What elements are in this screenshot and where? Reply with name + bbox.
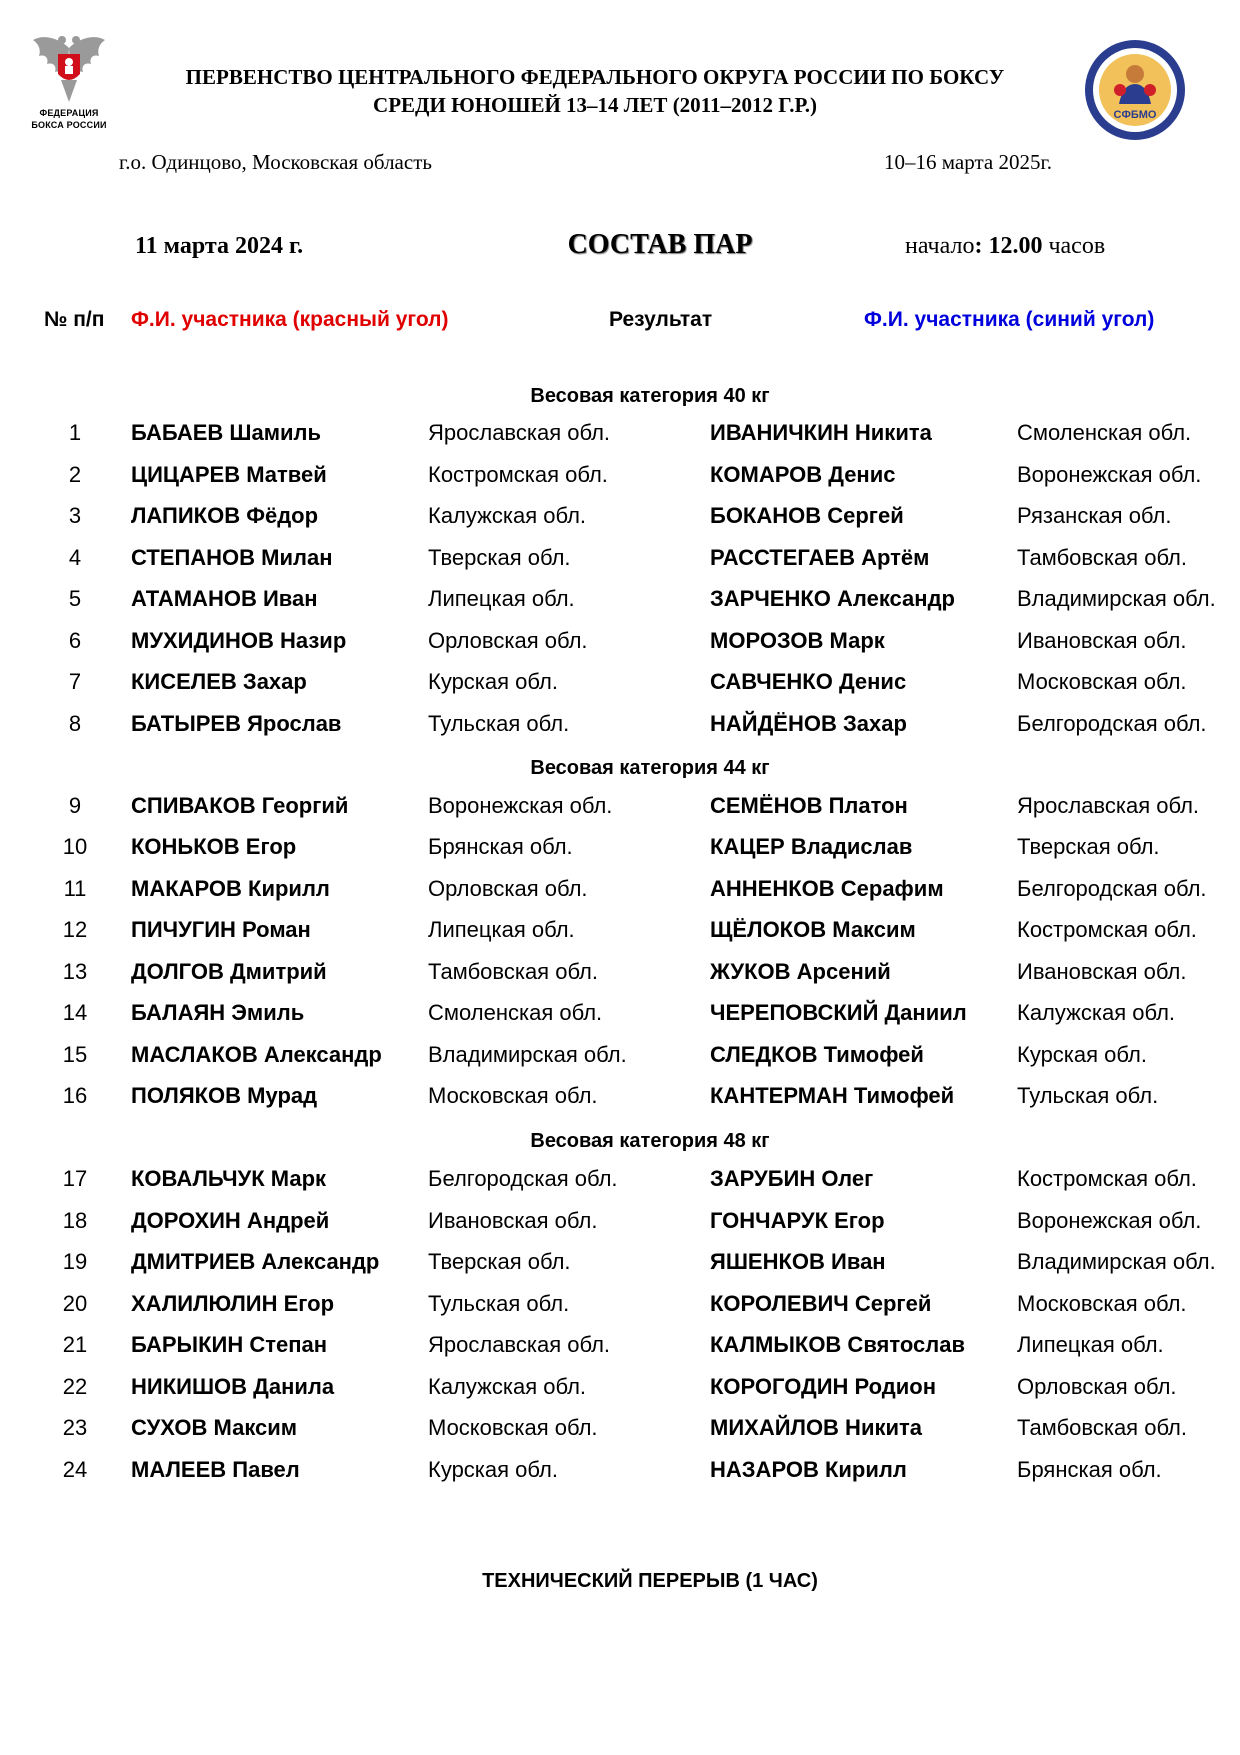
blue-corner-name: КАЦЕР Владислав [710,834,913,859]
blue-corner-region: Орловская обл. [1017,1374,1177,1399]
bout-number: 6 [68,628,82,653]
blue-corner-region: Смоленская обл. [1017,420,1192,445]
red-corner-region: Владимирская обл. [428,1042,627,1067]
red-corner-name: КОНЬКОВ Егор [131,834,297,859]
bout-number: 18 [62,1208,88,1233]
logo-caption-line1: ФЕДЕРАЦИЯ [39,108,99,118]
blue-corner-name: ГОНЧАРУК Егор [710,1208,885,1233]
blue-corner-region: Воронежская обл. [1017,462,1202,487]
technical-break-note: ТЕХНИЧЕСКИЙ ПЕРЕРЫВ (1 ЧАС) [482,1570,818,1592]
bout-day: 11 марта 2024 г. [135,233,304,259]
bout-number: 7 [68,669,82,694]
bout-row [0,1249,1240,1291]
blue-corner-region: Калужская обл. [1017,1000,1176,1025]
start-time [905,233,1105,260]
red-corner-name: ПИЧУГИН Роман [131,917,311,942]
boxing-federation-logo [28,28,110,130]
blue-corner-name: ЯШЕНКОВ Иван [710,1249,886,1274]
bout-number: 11 [63,876,87,901]
red-corner-region: Курская обл. [428,1457,558,1482]
bout-row [0,917,1240,959]
blue-corner-name: СЕМЁНОВ Платон [710,793,908,818]
blue-corner-region: Воронежская обл. [1017,1208,1202,1233]
blue-corner-name: АННЕНКОВ Серафим [710,876,944,901]
red-corner-name: БАЛАЯН Эмиль [131,1000,305,1025]
bout-number: 12 [62,917,88,942]
bout-row [0,1374,1240,1416]
bout-row [0,876,1240,918]
bout-row [0,959,1240,1001]
blue-corner-region: Рязанская обл. [1017,503,1172,528]
blue-corner-region: Тверская обл. [1017,834,1160,859]
blue-corner-name: ЩЁЛОКОВ Максим [710,917,916,942]
red-corner-region: Тульская обл. [428,1291,570,1316]
red-corner-name: МАСЛАКОВ Александр [131,1042,382,1067]
blue-corner-region: Московская обл. [1017,669,1187,694]
blue-corner-region: Белгородская обл. [1017,876,1207,901]
bout-row [0,1000,1240,1042]
bout-number: 15 [62,1042,88,1067]
blue-corner-region: Тульская обл. [1017,1083,1159,1108]
red-corner-region: Костромская обл. [428,462,608,487]
red-corner-region: Воронежская обл. [428,793,613,818]
blue-corner-name: ЗАРУБИН Олег [710,1166,874,1191]
blue-corner-name: САВЧЕНКО Денис [710,669,907,694]
blue-corner-region: Тамбовская обл. [1017,545,1188,570]
bout-number: 9 [68,793,82,818]
bout-number: 13 [62,959,88,984]
red-corner-name: БАРЫКИН Степан [131,1332,328,1357]
double-headed-eagle-icon [29,28,109,106]
bout-row [0,1415,1240,1457]
blue-corner-region: Костромская обл. [1017,1166,1197,1191]
bout-number: 8 [68,711,82,736]
weight-category-title: Весовая категория 44 кг [530,757,770,779]
red-corner-name: СТЕПАНОВ Милан [131,545,333,570]
red-corner-region: Липецкая обл. [428,586,575,611]
red-corner-name: ЛАПИКОВ Фёдор [131,503,319,528]
sfbmo-logo [1083,38,1187,142]
blue-corner-region: Брянская обл. [1017,1457,1162,1482]
bout-number: 22 [62,1374,88,1399]
blue-corner-name: СЛЕДКОВ Тимофей [710,1042,924,1067]
sfbmo-label: СФБМО [1113,109,1157,121]
blue-corner-region: Московская обл. [1017,1291,1187,1316]
blue-corner-region: Ивановская обл. [1017,959,1187,984]
blue-corner-name: МИХАЙЛОВ Никита [710,1415,923,1440]
red-corner-region: Тульская обл. [428,711,570,736]
blue-corner-region: Курская обл. [1017,1042,1147,1067]
start-time-value: : 12.00 [974,233,1043,259]
red-corner-name: ДМИТРИЕВ Александр [131,1249,380,1274]
bout-row [0,462,1240,504]
bout-number: 16 [62,1083,88,1108]
blue-corner-name: КАНТЕРМАН Тимофей [710,1083,955,1108]
bout-number: 23 [62,1415,88,1440]
blue-corner-name: БОКАНОВ Сергей [710,503,904,528]
column-header-result: Результат [609,308,713,331]
bout-row [0,503,1240,545]
blue-corner-name: ИВАНИЧКИН Никита [710,420,932,445]
bout-row [0,1083,1240,1125]
red-corner-region: Ивановская обл. [428,1208,598,1233]
blue-corner-name: МОРОЗОВ Марк [710,628,885,653]
bout-row [0,1166,1240,1208]
start-label: начало [905,233,975,259]
sfbmo-emblem-icon [1083,38,1187,142]
event-title-line2: СРЕДИ ЮНОШЕЙ 13–14 ЛЕТ (2011–2012 Г.Р.) [373,93,817,117]
blue-corner-region: Ярославская обл. [1017,793,1200,818]
bout-number: 5 [68,586,82,611]
red-corner-name: МАЛЕЕВ Павел [131,1457,300,1482]
blue-corner-region: Белгородская обл. [1017,711,1207,736]
blue-corner-name: ЧЕРЕПОВСКИЙ Даниил [710,1000,967,1025]
logo-caption-line2: БОКСА РОССИИ [31,120,107,130]
bout-row [0,628,1240,670]
bout-number: 2 [68,462,82,487]
red-corner-name: АТАМАНОВ Иван [131,586,318,611]
blue-corner-name: КОРОЛЕВИЧ Сергей [710,1291,932,1316]
red-corner-name: ХАЛИЛЮЛИН Егор [131,1291,335,1316]
bout-number: 24 [62,1457,88,1482]
start-unit: часов [1048,233,1106,259]
bout-number: 4 [68,545,82,570]
weight-category-title: Весовая категория 40 кг [530,385,770,407]
bout-number: 3 [68,503,82,528]
red-corner-region: Смоленская обл. [428,1000,603,1025]
red-corner-region: Калужская обл. [428,503,587,528]
red-corner-region: Московская обл. [428,1415,598,1440]
red-corner-region: Белгородская обл. [428,1166,618,1191]
bout-row [0,420,1240,462]
red-corner-region: Орловская обл. [428,876,588,901]
blue-corner-name: КОРОГОДИН Родион [710,1374,937,1399]
column-header-red-corner: Ф.И. участника (красный угол) [131,308,449,331]
red-corner-name: КОВАЛЬЧУК Марк [131,1166,327,1191]
red-corner-region: Московская обл. [428,1083,598,1108]
bout-number: 14 [62,1000,88,1025]
bout-row [0,1457,1240,1499]
blue-corner-name: НАЗАРОВ Кирилл [710,1457,907,1482]
red-corner-region: Тверская обл. [428,1249,571,1274]
blue-corner-region: Ивановская обл. [1017,628,1187,653]
blue-corner-name: НАЙДЁНОВ Захар [710,711,907,736]
bout-row [0,1042,1240,1084]
red-corner-region: Брянская обл. [428,834,573,859]
bout-row [0,793,1240,835]
red-corner-region: Ярославская обл. [428,420,611,445]
red-corner-region: Орловская обл. [428,628,588,653]
blue-corner-name: КАЛМЫКОВ Святослав [710,1332,965,1357]
bout-row [0,834,1240,876]
bout-row [0,711,1240,753]
red-corner-region: Ярославская обл. [428,1332,611,1357]
bout-number: 17 [62,1166,88,1191]
red-corner-region: Калужская обл. [428,1374,587,1399]
blue-corner-name: РАССТЕГАЕВ Артём [710,545,930,570]
red-corner-name: СПИВАКОВ Георгий [131,793,349,818]
red-corner-name: БАТЫРЕВ Ярослав [131,711,342,736]
red-corner-region: Тамбовская обл. [428,959,599,984]
red-corner-name: СУХОВ Максим [131,1415,298,1440]
red-corner-region: Тверская обл. [428,545,571,570]
blue-corner-region: Владимирская обл. [1017,586,1216,611]
blue-corner-region: Липецкая обл. [1017,1332,1164,1357]
blue-corner-name: КОМАРОВ Денис [710,462,896,487]
red-corner-name: БАБАЕВ Шамиль [131,420,322,445]
bout-number: 1 [68,420,82,445]
red-corner-name: КИСЕЛЕВ Захар [131,669,307,694]
red-corner-region: Курская обл. [428,669,558,694]
bout-row [0,669,1240,711]
red-corner-region: Липецкая обл. [428,917,575,942]
bout-row [0,1208,1240,1250]
bout-row [0,586,1240,628]
page-title: СОСТАВ ПАР [567,229,753,260]
red-corner-name: МАКАРОВ Кирилл [131,876,330,901]
event-title-line1: ПЕРВЕНСТВО ЦЕНТРАЛЬНОГО ФЕДЕРАЛЬНОГО ОКРУГА РОССИИ ПО БОКСУ [185,65,1005,89]
bout-row [0,545,1240,587]
bout-number: 20 [62,1291,88,1316]
column-header-number: № п/п [44,308,105,331]
red-corner-name: НИКИШОВ Данила [131,1374,335,1399]
bout-number: 19 [62,1249,88,1274]
red-corner-name: ПОЛЯКОВ Мурад [131,1083,318,1108]
blue-corner-name: ЖУКОВ Арсений [710,959,891,984]
blue-corner-name: ЗАРЧЕНКО Александр [710,586,955,611]
bout-row [0,1332,1240,1374]
column-header-blue-corner: Ф.И. участника (синий угол) [864,308,1155,331]
red-corner-name: МУХИДИНОВ Назир [131,628,347,653]
venue: г.о. Одинцово, Московская область [119,150,432,174]
weight-category-title: Весовая категория 48 кг [530,1130,770,1152]
red-corner-name: ДОЛГОВ Дмитрий [131,959,327,984]
red-corner-name: ЦИЦАРЕВ Матвей [131,462,327,487]
red-corner-name: ДОРОХИН Андрей [131,1208,330,1233]
event-dates: 10–16 марта 2025г. [884,150,1052,174]
bout-number: 10 [62,834,88,859]
bout-row [0,1291,1240,1333]
bout-number: 21 [62,1332,88,1357]
blue-corner-region: Владимирская обл. [1017,1249,1216,1274]
blue-corner-region: Тамбовская обл. [1017,1415,1188,1440]
blue-corner-region: Костромская обл. [1017,917,1197,942]
